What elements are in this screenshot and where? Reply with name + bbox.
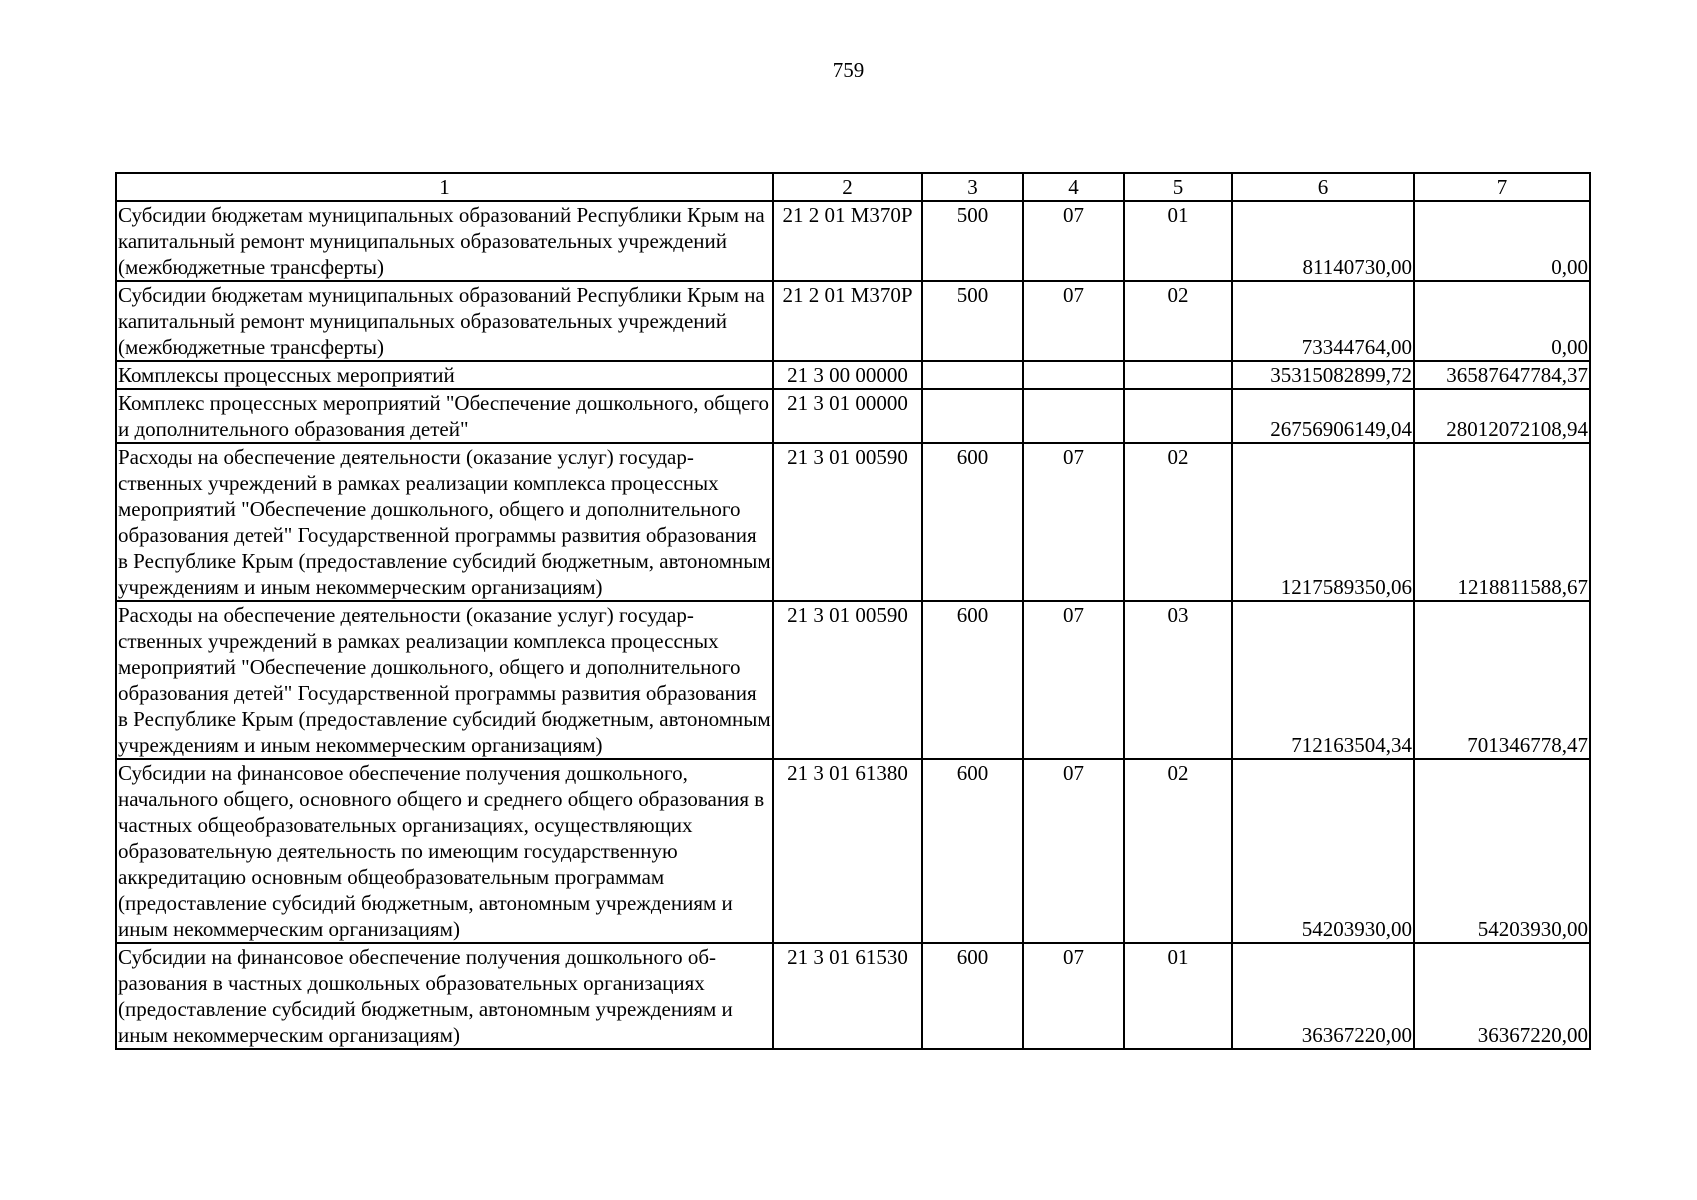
row-rz: 07 bbox=[1023, 443, 1124, 601]
row-name: Субсидии бюджетам муниципальных образований Республики Крым на капитальный ремонт муниципальных образовательных учреждений (межбюджетные трансферты) bbox=[116, 281, 773, 361]
table-row bbox=[116, 943, 1590, 1049]
row-pr: 03 bbox=[1124, 601, 1232, 759]
row-rz: 07 bbox=[1023, 601, 1124, 759]
row-code: 21 3 01 61380 bbox=[773, 759, 922, 943]
row-vr bbox=[922, 361, 1023, 389]
row-pr: 02 bbox=[1124, 759, 1232, 943]
table-row bbox=[116, 201, 1590, 281]
row-sum-1: 73344764,00 bbox=[1232, 281, 1414, 361]
header-cell-1: 1 bbox=[116, 173, 773, 201]
table-row bbox=[116, 361, 1590, 389]
header-cell-6: 6 bbox=[1232, 173, 1414, 201]
table-row bbox=[116, 281, 1590, 361]
row-sum-2: 54203930,00 bbox=[1414, 759, 1590, 943]
row-sum-1: 712163504,34 bbox=[1232, 601, 1414, 759]
table-row bbox=[116, 389, 1590, 443]
table-row bbox=[116, 601, 1590, 759]
row-rz: 07 bbox=[1023, 943, 1124, 1049]
row-name: Субсидии на финансовое обеспечение получения дошкольного, начального общего, основного общего и среднего общего образования в частных общеобразовательных организациях, осуществляющих образовательную деятельность по имеющим государственную аккредитацию основным общеобразовательным программам (предоставление субсидий бюджетным, автономным учреждениям и иным некоммерческим организациям) bbox=[116, 759, 773, 943]
header-cell-3: 3 bbox=[922, 173, 1023, 201]
row-sum-2: 0,00 bbox=[1414, 281, 1590, 361]
header-cell-2: 2 bbox=[773, 173, 922, 201]
row-name: Расходы на обеспечение деятельности (оказание услуг) государственных учреждений в рамках реализации комплекса процессных мероприятий "Обеспечение дошкольного, общего и дополнительного образования детей" Государственной программы развития образования в Республике Крым (предоставление субсидий бюджетным, автономным учреждениям и иным некоммерческим организациям) bbox=[116, 601, 773, 759]
row-sum-2: 1218811588,67 bbox=[1414, 443, 1590, 601]
row-vr: 500 bbox=[922, 281, 1023, 361]
row-name: Расходы на обеспечение деятельности (оказание услуг) государственных учреждений в рамках реализации комплекса процессных мероприятий "Обеспечение дошкольного, общего и дополнительного образования детей" Государственной программы развития образования в Республике Крым (предоставление субсидий бюджетным, автономным учреждениям и иным некоммерческим организациям) bbox=[116, 443, 773, 601]
row-sum-1: 35315082899,72 bbox=[1232, 361, 1414, 389]
row-name: Субсидии на финансовое обеспечение получения дошкольного образования в частных дошкольных образовательных организациях (предоставление субсидий бюджетным, автономным учреждениям и иным некоммерческим организациям) bbox=[116, 943, 773, 1049]
row-vr: 600 bbox=[922, 759, 1023, 943]
row-pr: 02 bbox=[1124, 443, 1232, 601]
header-row bbox=[116, 173, 1590, 201]
row-pr bbox=[1124, 389, 1232, 443]
row-sum-2: 28012072108,94 bbox=[1414, 389, 1590, 443]
table-row bbox=[116, 443, 1590, 601]
row-sum-1: 26756906149,04 bbox=[1232, 389, 1414, 443]
header-cell-5: 5 bbox=[1124, 173, 1232, 201]
row-sum-1: 36367220,00 bbox=[1232, 943, 1414, 1049]
row-name: Комплексы процессных мероприятий bbox=[116, 361, 773, 389]
table-row bbox=[116, 759, 1590, 943]
page-number: 759 bbox=[832, 58, 865, 82]
row-name: Комплекс процессных мероприятий "Обеспечение дошкольного, общего и дополнительного образования детей" bbox=[116, 389, 773, 443]
row-rz bbox=[1023, 361, 1124, 389]
row-pr bbox=[1124, 361, 1232, 389]
row-rz: 07 bbox=[1023, 759, 1124, 943]
budget-table bbox=[115, 172, 1591, 1050]
row-code: 21 3 01 00000 bbox=[773, 389, 922, 443]
row-code: 21 2 01 М370Р bbox=[773, 281, 922, 361]
row-sum-2: 36587647784,37 bbox=[1414, 361, 1590, 389]
row-vr: 600 bbox=[922, 943, 1023, 1049]
row-pr: 01 bbox=[1124, 943, 1232, 1049]
header-cell-4: 4 bbox=[1023, 173, 1124, 201]
row-code: 21 2 01 М370Р bbox=[773, 201, 922, 281]
row-sum-2: 701346778,47 bbox=[1414, 601, 1590, 759]
row-vr bbox=[922, 389, 1023, 443]
row-pr: 02 bbox=[1124, 281, 1232, 361]
row-code: 21 3 01 00590 bbox=[773, 601, 922, 759]
row-sum-2: 36367220,00 bbox=[1414, 943, 1590, 1049]
row-code: 21 3 01 00590 bbox=[773, 443, 922, 601]
row-sum-2: 0,00 bbox=[1414, 201, 1590, 281]
row-sum-1: 1217589350,06 bbox=[1232, 443, 1414, 601]
header-cell-7: 7 bbox=[1414, 173, 1590, 201]
row-vr: 600 bbox=[922, 601, 1023, 759]
row-name: Субсидии бюджетам муниципальных образований Республики Крым на капитальный ремонт муниципальных образовательных учреждений (межбюджетные трансферты) bbox=[116, 201, 773, 281]
row-vr: 500 bbox=[922, 201, 1023, 281]
row-sum-1: 81140730,00 bbox=[1232, 201, 1414, 281]
row-rz bbox=[1023, 389, 1124, 443]
row-vr: 600 bbox=[922, 443, 1023, 601]
row-pr: 01 bbox=[1124, 201, 1232, 281]
row-code: 21 3 01 61530 bbox=[773, 943, 922, 1049]
row-sum-1: 54203930,00 bbox=[1232, 759, 1414, 943]
row-rz: 07 bbox=[1023, 281, 1124, 361]
row-code: 21 3 00 00000 bbox=[773, 361, 922, 389]
row-rz: 07 bbox=[1023, 201, 1124, 281]
